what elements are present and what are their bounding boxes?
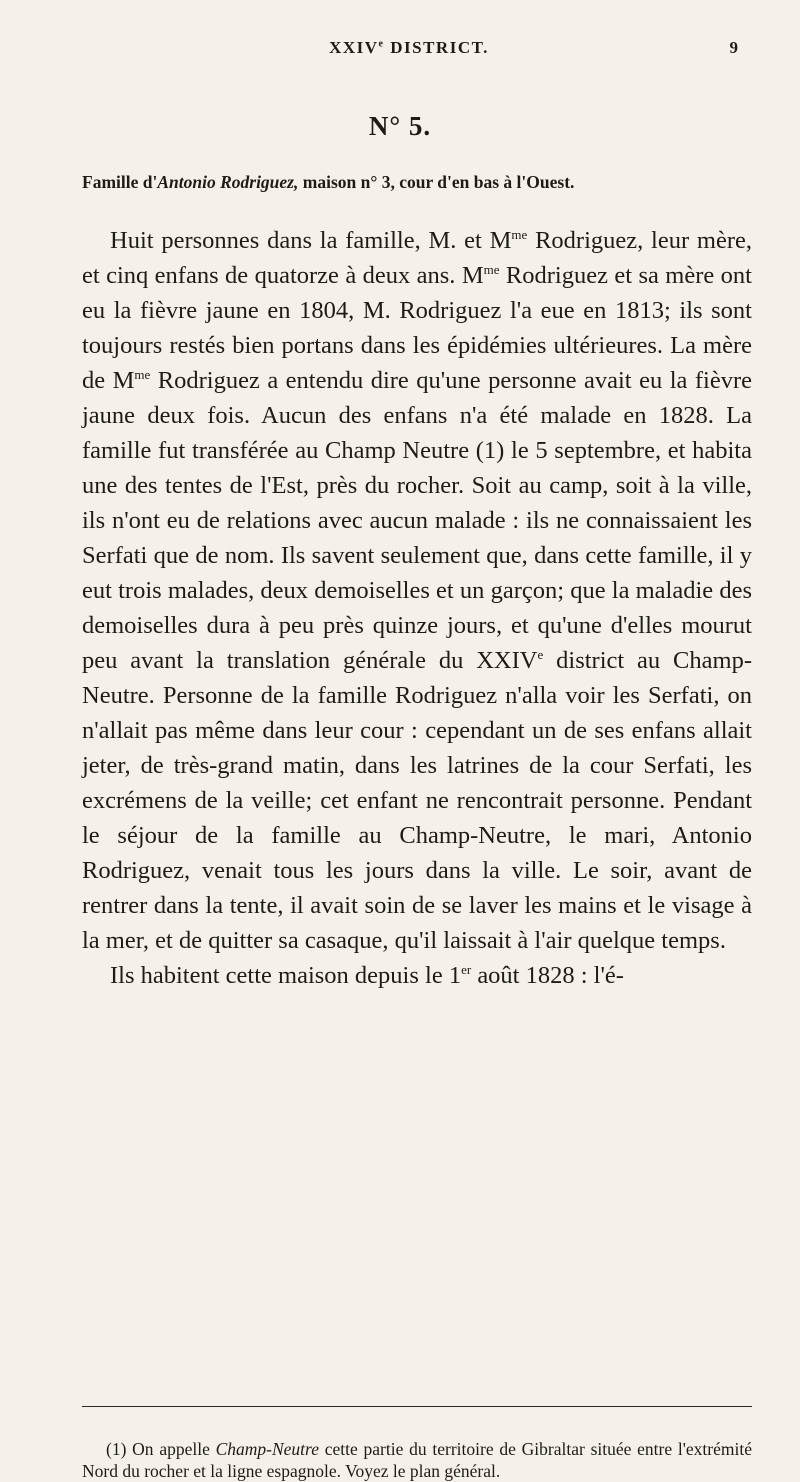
footnote: (1) On appelle Champ-Neutre cette partie du territoire de Gibraltar située entre l'extrémité Nord du rocher et la ligne espagnole. Voyez le plan général. [82,1439,752,1481]
footnote-divider [82,1406,752,1407]
family-name: Antonio Rodriguez, [157,172,299,192]
body-text [82,223,752,993]
body-paragraph: Huit personnes dans la famille, M. et $M^{me}$ Rodriguez, leur mère, et cinq enfans de quatorze à deux ans. $M^{me}$ Rodriguez et sa mère ont eu la fièvre jaune en 1804, M. Rodriguez l'a eue en 1813; ils sont toujours restés bien portans dans les épidémies ultérieures. La mère de $M^{me}$ Rodriguez a entendu dire qu'une personne avait eu la fièvre jaune deux fois. Aucun des enfans n'a été malade en 1828. La famille fut transférée au Champ Neutre (1) le 5 septembre, et habita une des tentes de l'Est, près du rocher. Soit au camp, soit à la ville, ils n'ont eu de relations avec aucun malade : ils ne connaissaient les Serfati que de nom. Ils savent seulement que, dans cette famille, il y eut trois malades, deux demoiselles et un garçon; que la maladie des demoiselles dura à peu près quinze jours, et qu'une d'elles mourut peu avant la translation générale du XXIVe district au Champ-Neutre. Personne de la famille Rodriguez n'alla voir les Serfati, on n'allait pas même dans leur cour : cependant un de ses enfans allait jeter, de très-grand matin, dans les latrines de la cour Serfati, les excrémens de la veille; cet enfant ne rencontrait personne. Pendant le séjour de la famille au Champ-Neutre, le mari, Antonio Rodriguez, venait tous les jours dans la ville. Le soir, avant de rentrer dans la tente, il avait soin de se laver les mains et le visage à la mer, et de quitter sa casaque, qu'il laissait à l'air quelque temps. [82,226,752,954]
section-number: N° 5. [368,111,432,141]
running-head [80,38,738,68]
footnotes [82,1438,752,1482]
family-heading: Famille d'Antonio Rodriguez, maison n° 3, cour d'en bas à l'Ouest. [82,172,575,192]
body-paragraph: Ils habitent cette maison depuis le 1er août 1828 : l'é- [110,961,624,989]
footnote-term: Champ-Neutre [215,1439,319,1459]
page-number: 9 [729,38,738,57]
running-head-title: XXIVe DISTRICT. [329,38,489,57]
